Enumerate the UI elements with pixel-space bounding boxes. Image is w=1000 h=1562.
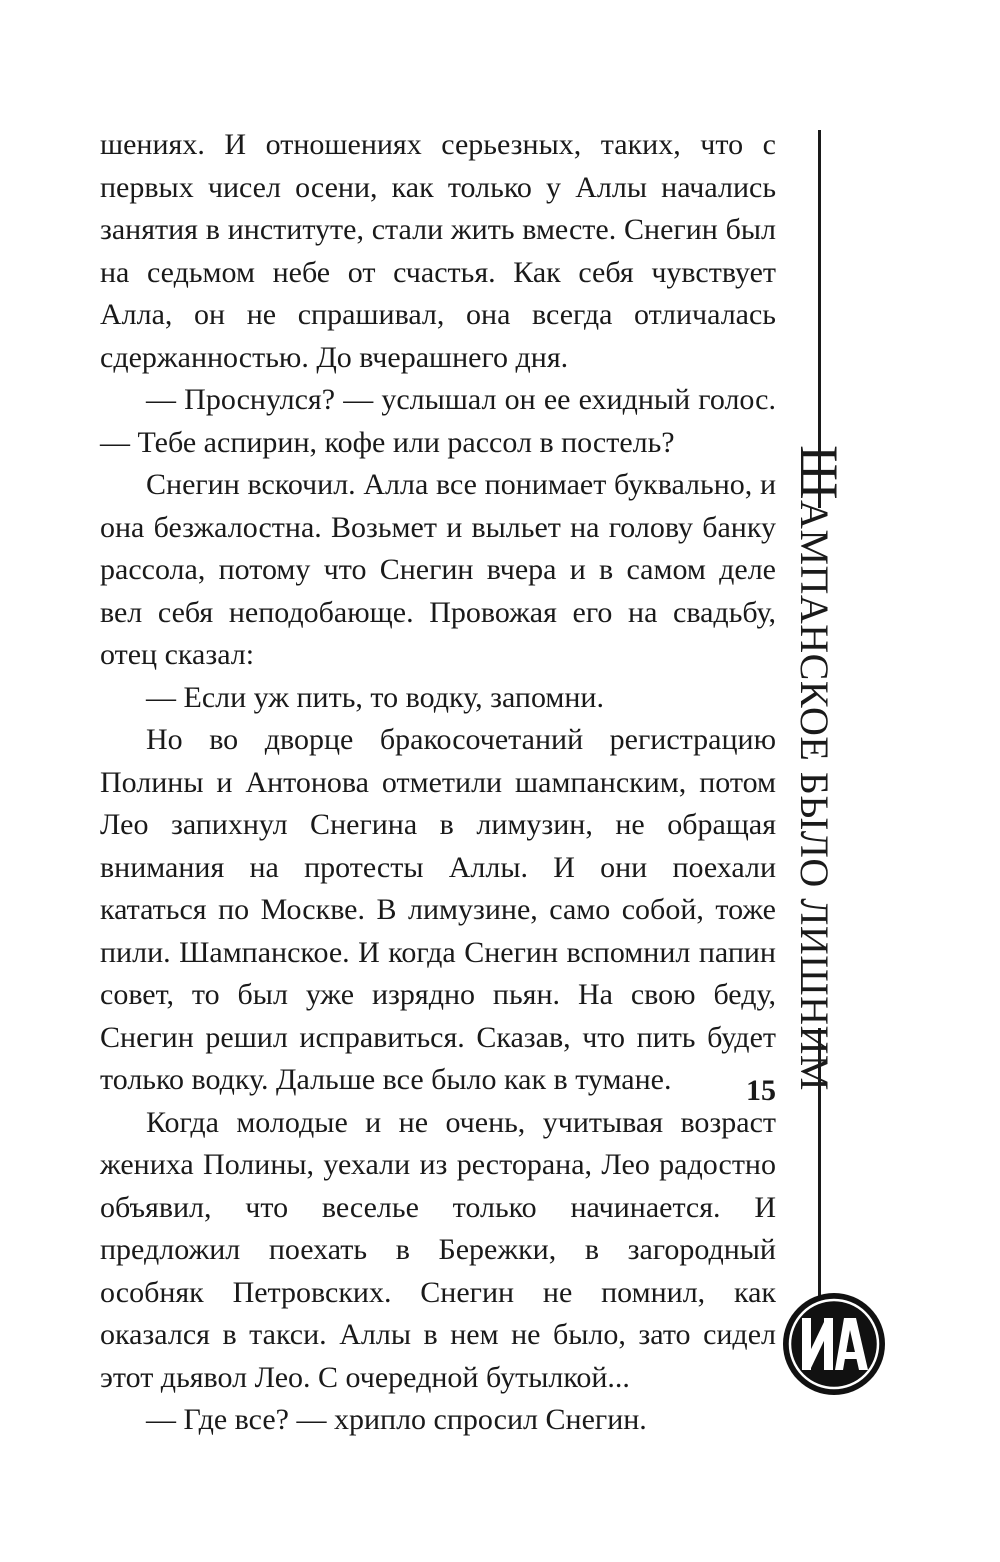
page-number: 15 bbox=[746, 1074, 776, 1107]
running-title-rest: АМПАНСКОЕ БЫЛО ЛИШНИМ bbox=[792, 500, 837, 1091]
publisher-logo-icon bbox=[782, 1292, 886, 1396]
paragraph: — Если уж пить, то водку, запомни. bbox=[146, 680, 604, 714]
paragraph: — Где все? — хрипло спросил Снегин. bbox=[146, 1403, 647, 1436]
body-text bbox=[100, 124, 776, 1442]
running-title-initial: Ш bbox=[789, 445, 849, 501]
paragraph: шениях. И отношениях серьезных, таких, что с первых чисел осени, как только у Аллы начались занятия в институте, стали жить вместе. Снегин был на седьмом небе от счастья. Как себя чувствует Алла, он не спрашивал, она всегда отличалась сдержанностью. До вчерашнего дня. bbox=[100, 128, 776, 374]
paragraph: Снегин вскочил. Алла все понимает буквально, и она безжалостна. Возьмет и выльет на голову банку рассола, потому что Снегин вчера и в самом деле вел себя неподобающе. Провожая его на свадьбу, отец сказал: bbox=[100, 468, 776, 671]
paragraph: — Проснулся? — услышал он ее ехидный голос. — Тебе аспирин, кофе или рассол в постель? bbox=[100, 383, 776, 459]
paragraph: Когда молодые и не очень, учитывая возраст жениха Полины, уехали из ресторана, Лео радостно объявил, что веселье только начинается. И предложил поехать в Бережки, в загородный особняк Петровских. Снегин не помнил, как оказался в такси. Аллы в нем не было, зато сидел этот дьявол Лео. С очередной бутылкой... bbox=[100, 1105, 776, 1394]
running-title bbox=[789, 445, 849, 1091]
paragraph: Но во дворце бракосочетаний регистрацию Полины и Антонова отметили шампанским, потом Лео запихнул Снегина в лимузин, не обращая внимания на протесты Аллы. И они поехали кататься по Москве. В лимузине, само собой, тоже пили. Шампанское. И когда Снегин вспомнил папин совет, то был уже изрядно пьян. На свою беду, Снегин решил исправиться. Сказав, что пить будет только водку. Дальше все было как в тумане. bbox=[100, 723, 776, 1096]
